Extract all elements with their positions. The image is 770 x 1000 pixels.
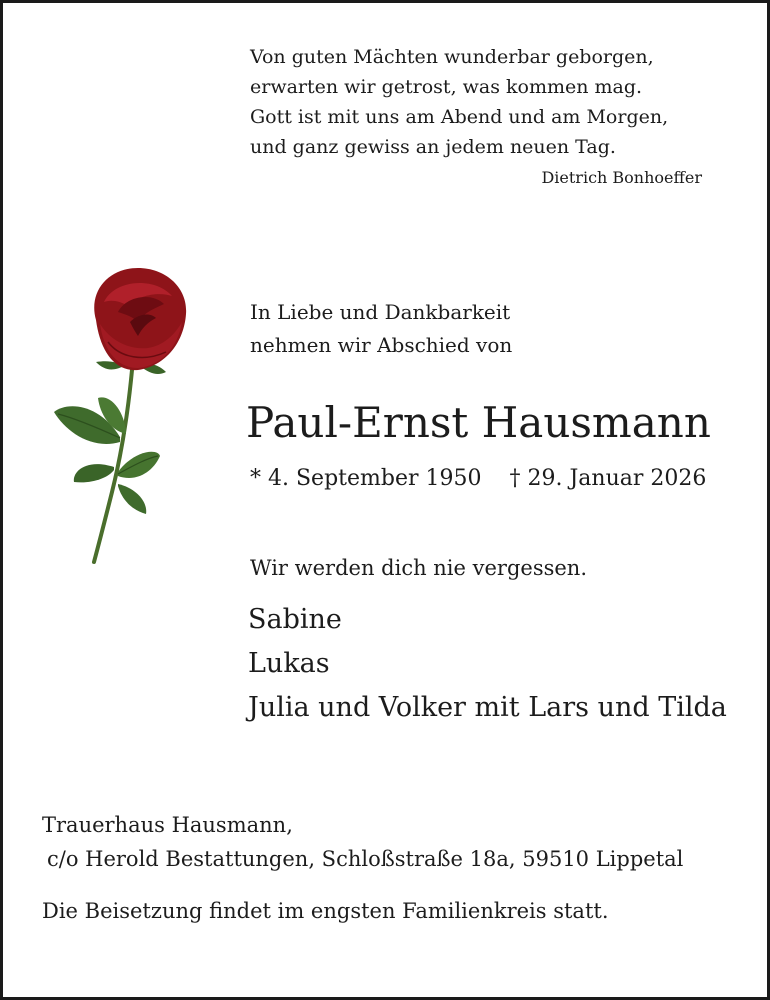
intro-line: nehmen wir Abschied von (250, 333, 513, 357)
birth-date: * 4. September 1950 (250, 466, 482, 491)
life-dates (250, 466, 706, 491)
poem-line: Gott ist mit uns am Abend und am Morgen, (250, 106, 669, 128)
mourner-name: Lukas (248, 648, 330, 679)
address-line: Trauerhaus Hausmann, (42, 813, 293, 837)
mourner-name: Julia und Volker mit Lars und Tilda (248, 692, 727, 723)
mourner-name: Sabine (248, 604, 342, 635)
poem-line: und ganz gewiss an jedem neuen Tag. (250, 136, 616, 158)
burial-notice: Die Beisetzung findet im engsten Familienkreis statt. (42, 899, 609, 923)
intro-line: In Liebe und Dankbarkeit (250, 300, 511, 324)
mourners-list (248, 598, 727, 730)
intro-text (250, 296, 512, 362)
address-block (42, 808, 683, 876)
address-line: c/o Herold Bestattungen, Schloßstraße 18a, 59510 Lippetal (47, 847, 684, 871)
red-rose-icon (48, 262, 213, 572)
poem-line: erwarten wir getrost, was kommen mag. (250, 76, 643, 98)
poem (250, 42, 720, 162)
death-date: † 29. Januar 2026 (509, 466, 707, 491)
poem-line: Von guten Mächten wunderbar geborgen, (250, 46, 654, 68)
farewell-text: Wir werden dich nie vergessen. (250, 556, 588, 580)
deceased-name: Paul-Ernst Hausmann (246, 398, 711, 447)
poem-author: Dietrich Bonhoeffer (541, 168, 702, 187)
